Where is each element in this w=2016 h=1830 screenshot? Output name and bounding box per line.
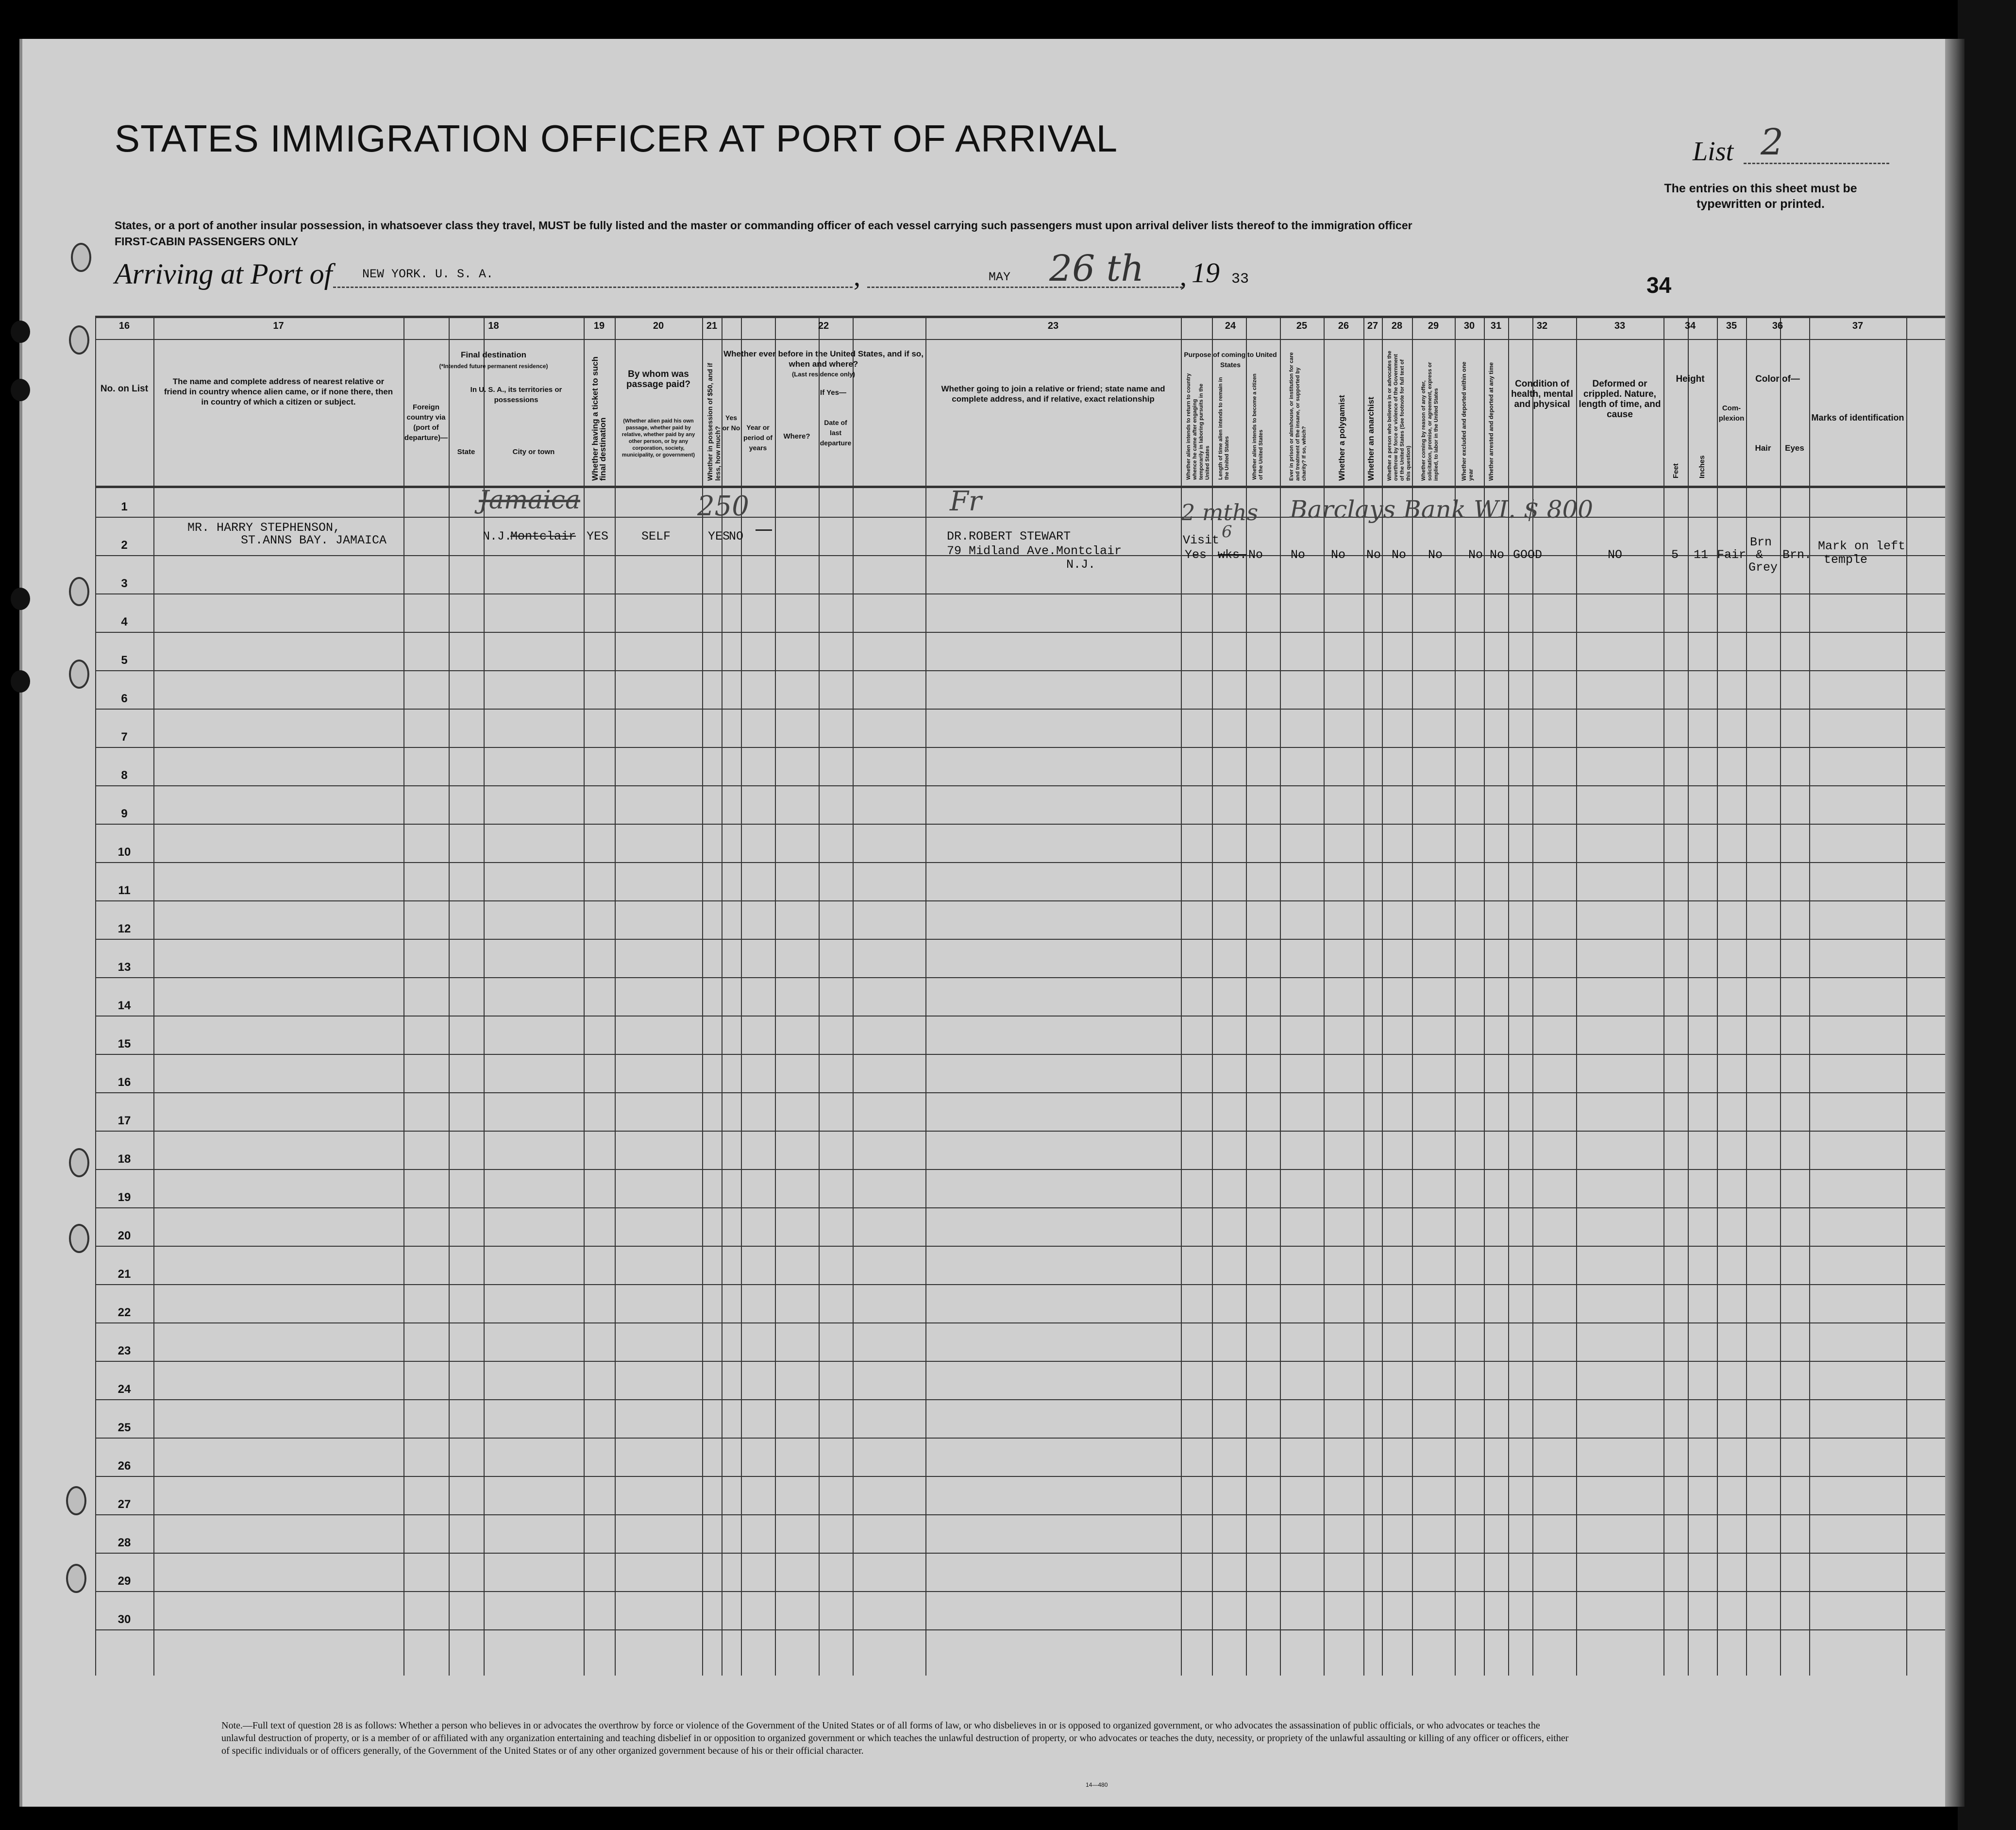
row-number: 8 — [121, 769, 128, 782]
entry-polygamist: No — [1331, 548, 1346, 562]
header-complexion: Com- plexion — [1718, 404, 1745, 423]
punch-hole — [66, 1564, 86, 1593]
row-rule — [95, 785, 1945, 786]
entry-bank-hand: Barclays Bank WI. $ 800 — [1290, 495, 1594, 524]
row-rule — [95, 939, 1945, 940]
entry-money-hand: 250 — [697, 491, 749, 522]
entry-paid-by: SELF — [641, 529, 671, 543]
entry-complexion: Fair — [1717, 548, 1747, 562]
entry-name: MR. HARRY STEPHENSON, — [187, 521, 341, 535]
header-final-destination: Final destination — [460, 350, 527, 359]
row-rule — [95, 709, 1945, 710]
entry-eyes: Brn. — [1782, 548, 1812, 562]
entry-foreign-hand: Jamaica — [479, 486, 580, 515]
row-number: 18 — [118, 1152, 131, 1166]
entry-join-state: N.J. — [1066, 558, 1096, 572]
table-rule — [95, 316, 1945, 318]
row-rule — [95, 1438, 1945, 1439]
header-yes-no: Yes or No — [722, 414, 740, 432]
row-number: 3 — [121, 577, 128, 590]
class-label: FIRST-CABIN PASSENGERS ONLY — [115, 235, 299, 248]
manifest-table — [95, 316, 1945, 1676]
entry-address: ST.ANNS BAY. JAMAICA — [241, 533, 387, 547]
arriving-label: Arriving at Port of — [115, 258, 333, 290]
comma: , — [1180, 262, 1187, 292]
row-number: 17 — [118, 1114, 131, 1127]
row-number: 28 — [118, 1536, 131, 1549]
row-number: 29 — [118, 1575, 131, 1588]
col-num-29: 29 — [1428, 321, 1439, 331]
header-city: City or town — [512, 448, 555, 456]
header-prison: Ever in prison or almshouse, or institution for care and treatment of the insane, or supported by charity? If so, which? — [1289, 352, 1307, 481]
entry-citizen: No — [1248, 548, 1263, 562]
row-rule — [95, 670, 1945, 671]
header-feet: Feet — [1672, 463, 1680, 478]
header-purpose-citizen: Whether alien intends to become a citizen of the United States — [1252, 373, 1264, 480]
punch-hole — [71, 243, 91, 272]
row-number: 24 — [118, 1383, 131, 1396]
year-suffix: 33 — [1231, 271, 1249, 288]
col-rule — [1809, 316, 1810, 1676]
col-num-23: 23 — [1047, 321, 1059, 331]
header-polygamist: Whether a polygamist — [1337, 395, 1346, 481]
page-edge — [1958, 0, 2016, 1830]
binding-hole — [11, 321, 30, 343]
row-rule — [95, 1514, 1945, 1515]
header-in-usa: In U. S. A., its territories or possessions — [470, 386, 562, 404]
col-rule — [403, 316, 404, 1676]
row-rule — [95, 1361, 1945, 1362]
row-number: 14 — [118, 999, 131, 1012]
col-rule — [1746, 316, 1747, 1676]
instructions-text: States, or a port of another insular possession, in whatsoever class they travel, MUST be fully listed and the master or commanding officer of each vessel carrying such passengers must upon arrival deliver lists thereof to the immigration officer — [115, 219, 1412, 232]
row-number: 23 — [118, 1344, 131, 1357]
entry-ticket: YES — [587, 529, 609, 543]
row-rule — [95, 1054, 1945, 1055]
punch-hole — [69, 577, 89, 606]
entry-prison: No — [1291, 548, 1306, 562]
col-rule — [1663, 316, 1664, 1676]
row-rule — [95, 862, 1945, 863]
col-num-19: 19 — [593, 321, 605, 331]
header-before-us: Whether ever before in the United States, and if so, when and where? — [723, 349, 924, 369]
table-rule — [95, 486, 1945, 488]
header-foreign-country: Foreign country via (port of departure)— — [404, 403, 448, 442]
manifest-sheet — [19, 39, 1945, 1807]
header-before-us-sub: (Last residence only) — [791, 371, 856, 378]
entry-q31: No — [1490, 548, 1505, 562]
row-rule — [95, 1207, 1945, 1208]
col-rule — [819, 316, 820, 1676]
col-rule — [1717, 316, 1718, 1676]
row-number: 26 — [118, 1459, 131, 1473]
row-rule — [95, 517, 1945, 518]
col-num-17: 17 — [273, 321, 284, 331]
row-rule — [95, 1629, 1945, 1630]
col-rule — [153, 316, 154, 1676]
month-value: MAY — [989, 270, 1011, 284]
entry-deformed: NO — [1608, 548, 1623, 562]
entry-anarchist: No — [1366, 548, 1381, 562]
col-rule — [615, 316, 616, 1676]
col-num-24: 24 — [1225, 321, 1236, 331]
header-deformed: Deformed or crippled. Nature, length of time, and cause — [1579, 379, 1661, 420]
entry-length-hand: 2 mths — [1181, 499, 1259, 525]
entry-dash — [756, 529, 772, 531]
header-q31: Whether arrested and deported at any time — [1488, 362, 1495, 481]
punch-hole — [69, 1148, 89, 1177]
binding-hole — [11, 588, 30, 610]
col-num-25: 25 — [1296, 321, 1308, 331]
col-num-33: 33 — [1614, 321, 1626, 331]
row-number: 16 — [118, 1076, 131, 1089]
col-rule — [584, 316, 585, 1676]
col-num-16: 16 — [118, 321, 130, 331]
col-num-31: 31 — [1490, 321, 1502, 331]
header-color-of: Color of— — [1755, 374, 1800, 384]
row-rule — [95, 1131, 1945, 1132]
day-value: 26 th — [1049, 248, 1144, 289]
entry-marks: Mark on left — [1818, 539, 1906, 553]
header-where: Where? — [783, 432, 810, 441]
row-rule — [95, 977, 1945, 978]
row-rule — [95, 824, 1945, 825]
header-ticket: Whether having a ticket to such final destination — [590, 356, 607, 481]
row-number: 2 — [121, 539, 128, 552]
header-join-relative: Whether going to join a relative or friend; state name and complete address, and if relative, exact relationship — [941, 384, 1165, 404]
entry-hair-2: Grey — [1748, 560, 1778, 575]
entry-marks-2: temple — [1824, 553, 1868, 567]
col-rule — [775, 316, 776, 1676]
row-rule — [95, 1553, 1945, 1554]
row-number: 4 — [121, 615, 128, 628]
form-code: 14—480 — [1086, 1781, 1108, 1788]
row-rule — [95, 1092, 1945, 1093]
col-num-21: 21 — [706, 321, 718, 331]
row-rule — [95, 900, 1945, 901]
entry-hair: Brn — [1750, 535, 1772, 549]
row-number: 10 — [118, 846, 131, 859]
col-num-22: 22 — [818, 321, 829, 331]
col-rule — [484, 316, 485, 1676]
header-if-yes: If Yes— — [820, 389, 846, 397]
col-num-26: 26 — [1338, 321, 1349, 331]
entry-inches: 11 — [1694, 548, 1709, 562]
header-anarchist: Whether an anarchist — [1366, 397, 1376, 481]
list-label: List — [1693, 136, 1734, 167]
row-number: 15 — [118, 1037, 131, 1051]
entry-relation-hand: Fr — [950, 486, 982, 517]
row-rule — [95, 1169, 1945, 1170]
col-num-28: 28 — [1391, 321, 1403, 331]
col-rule — [1280, 316, 1281, 1676]
entry-purpose-yes: Yes — [1185, 548, 1207, 562]
punch-hole — [69, 1224, 89, 1253]
header-q29: Whether coming by reason of any offer, solicitation, promise, or agreement, express or implied, to labor in the United States — [1421, 362, 1439, 481]
punch-hole — [66, 1486, 86, 1515]
port-line — [333, 287, 853, 288]
col-num-35: 35 — [1726, 321, 1737, 331]
binding-hole — [11, 670, 30, 693]
entry-join-address: 79 Midland Ave.Montclair — [947, 544, 1122, 558]
entry-length: wks. — [1218, 548, 1247, 562]
form-title: STATES IMMIGRATION OFFICER AT PORT OF ARRIVAL — [115, 117, 1118, 160]
row-number: 27 — [118, 1498, 131, 1511]
header-q28: Whether a person who believes in or advocates the overthrow by force or violence of the Government of the United States (See footnote for full text of this question) — [1387, 351, 1411, 481]
row-number: 1 — [121, 500, 128, 513]
entry-q30: No — [1468, 548, 1483, 562]
col-num-30: 30 — [1463, 321, 1475, 331]
header-height: Height — [1676, 374, 1705, 384]
row-number: 19 — [118, 1191, 131, 1204]
col-num-34: 34 — [1684, 321, 1696, 331]
col-num-20: 20 — [653, 321, 664, 331]
col-num-18: 18 — [488, 321, 499, 331]
typewritten-note: The entries on this sheet must be typewritten or printed. — [1664, 182, 1857, 211]
row-number: 25 — [118, 1421, 131, 1434]
header-purpose-length: Length of time alien intends to remain in the United States — [1218, 377, 1230, 480]
comma: , — [854, 262, 860, 292]
row-rule — [95, 1591, 1945, 1592]
entry-health: GOOD — [1513, 548, 1543, 562]
row-rule — [95, 747, 1945, 748]
row-rule — [95, 1284, 1945, 1285]
entry-purpose: Visit — [1183, 533, 1220, 547]
col-rule — [1906, 316, 1907, 1676]
header-passage-paid-sub: (Whether alien paid his own passage, whether paid by relative, whether paid by any other person, or by any corporation, society, municipality, or government) — [622, 418, 695, 458]
punch-hole — [69, 660, 89, 689]
col-num-27: 27 — [1367, 321, 1378, 331]
header-passage-paid: By whom was passage paid? — [626, 369, 690, 390]
entry-feet: 5 — [1671, 548, 1679, 562]
header-purpose-return: Whether alien intends to return to country whence he came after engaging temporarily in laboring pursuits in the United States — [1186, 373, 1210, 480]
list-number: 2 — [1761, 121, 1784, 163]
header-money: Whether in possession of $50, and if less, how much? — [706, 363, 722, 481]
table-rule — [95, 339, 1945, 340]
punch-hole — [69, 325, 89, 355]
header-final-destination-sub: (*Intended future permanent residence) — [439, 363, 548, 370]
entry-q29: No — [1428, 548, 1443, 562]
header-no-on-list: No. on List — [100, 384, 149, 394]
col-num-32: 32 — [1536, 321, 1548, 331]
entry-length-hand2: 6 — [1222, 522, 1232, 542]
entry-q28: No — [1392, 548, 1407, 562]
row-number: 22 — [118, 1306, 131, 1319]
row-number: 13 — [118, 961, 131, 974]
row-number: 6 — [121, 692, 128, 705]
header-year-period: Year or period of years — [743, 424, 773, 452]
sheet-number: 34 — [1646, 272, 1672, 298]
header-eyes: Eyes — [1785, 443, 1804, 453]
row-rule — [95, 593, 1945, 594]
header-nearest-relative: The name and complete address of nearest relative or friend in country whence alien came, or if none there, then in country of which a citizen or subject. — [164, 377, 393, 407]
col-num-36: 36 — [1772, 321, 1783, 331]
col-rule — [1780, 316, 1781, 1676]
entry-state: N.J. — [483, 529, 512, 543]
form-instructions — [115, 218, 1571, 250]
col-rule — [1688, 316, 1689, 1676]
col-rule — [925, 316, 926, 1676]
row-number: 7 — [121, 730, 128, 744]
header-state: State — [457, 448, 475, 456]
header-marks: Marks of identification — [1811, 413, 1904, 423]
header-last-departure: Date of last departure — [820, 419, 852, 447]
row-number: 20 — [118, 1229, 131, 1242]
row-rule — [95, 1016, 1945, 1017]
row-rule — [95, 1246, 1945, 1247]
footnote: Note.—Full text of question 28 is as follows: Whether a person who believes in or advocates the overthrow by force or violence of the Government of the United States or of all forms of law, or who disbelieves in or is opposed to organized government, or who advocates the assassination of public officials, or who advocates or teaches the unlawful destruction of property, or is a member of or affiliated with any organization entertaining and teaching disbelief in or opposition to organized government or which teaches the unlawful destruction of property, or who advocates or teaches the duty, necessity, or propriety of the unlawful assaulting or killing of any officer or officers, either of specific individuals or of officers generally, of the Government of the United States or of any other organized government because of his or their official character. — [221, 1720, 1569, 1756]
row-number: 9 — [121, 807, 128, 820]
entry-join-name: DR.ROBERT STEWART — [947, 529, 1071, 543]
row-rule — [95, 1322, 1945, 1323]
header-hair: Hair — [1755, 443, 1771, 453]
header-q30: Whether excluded and deported within one year — [1461, 361, 1474, 481]
binding-hole — [11, 379, 30, 401]
entry-city: Montclair — [510, 529, 576, 543]
entry-hair-and: & — [1756, 548, 1764, 562]
row-number: 30 — [118, 1613, 131, 1626]
row-number: 12 — [118, 922, 131, 935]
year-prefix: 19 — [1192, 257, 1220, 288]
col-rule — [853, 316, 854, 1676]
row-number: 21 — [118, 1268, 131, 1281]
entry-before-us: NO — [729, 529, 744, 543]
header-purpose: Purpose of coming to United States — [1184, 351, 1277, 369]
header-inches: Inches — [1698, 455, 1706, 478]
col-num-37: 37 — [1852, 321, 1864, 331]
row-number: 5 — [121, 654, 128, 667]
row-rule — [95, 1476, 1945, 1477]
row-rule — [95, 632, 1945, 633]
row-number: 11 — [118, 884, 131, 897]
col-rule — [449, 316, 450, 1676]
entry-money: YES — [708, 529, 730, 543]
row-rule — [95, 1399, 1945, 1400]
header-health: Condition of health, mental and physical — [1511, 379, 1573, 409]
port-value: NEW YORK. U. S. A. — [362, 267, 494, 281]
